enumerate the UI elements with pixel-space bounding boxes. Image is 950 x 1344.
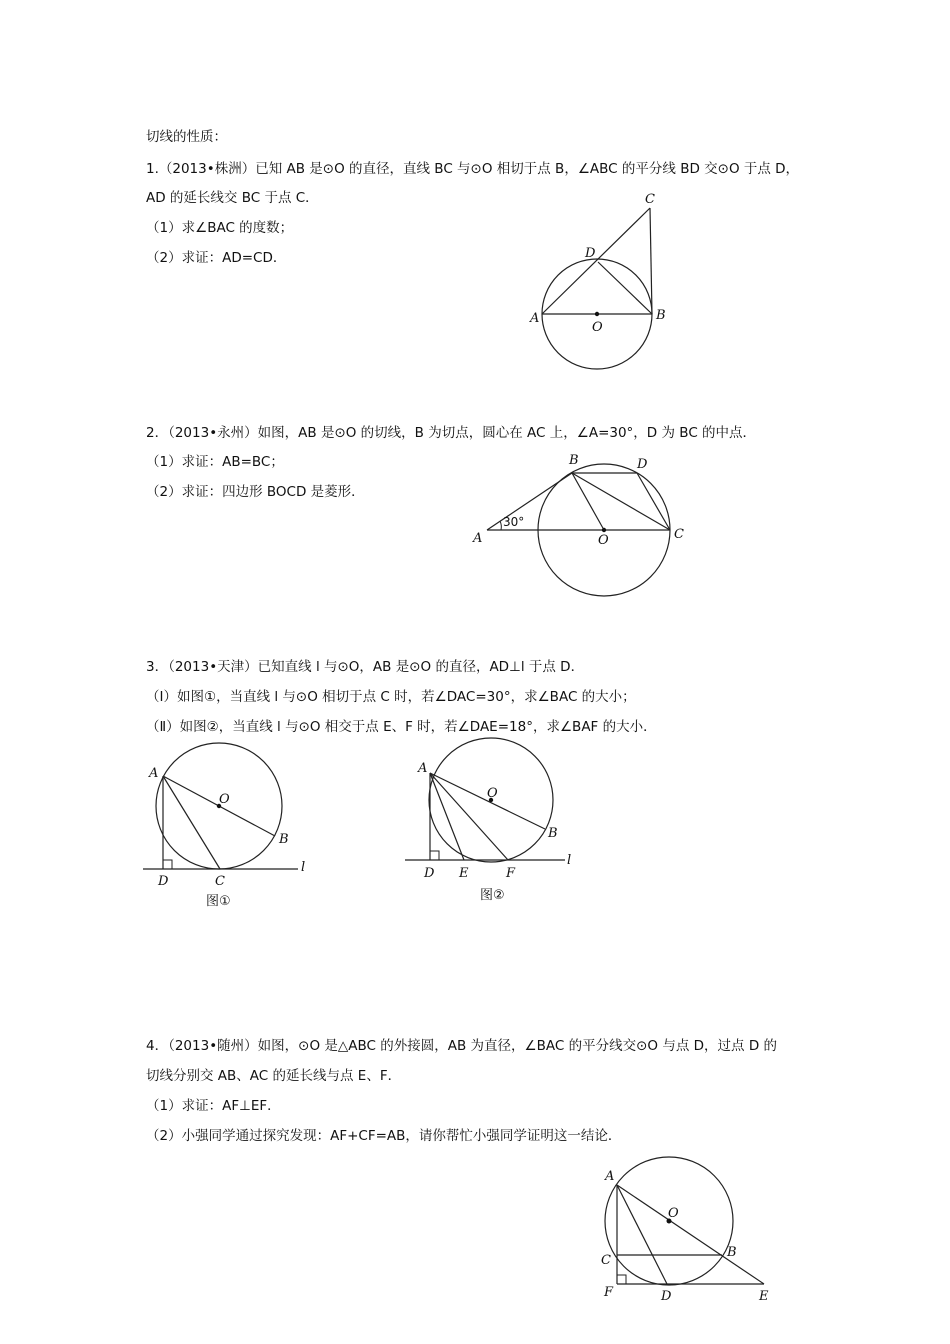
- fig4-label-f: F: [604, 1285, 614, 1300]
- fig4-label-a: A: [605, 1169, 615, 1184]
- section-title: 切线的性质：: [146, 129, 227, 145]
- problem-4-figure: [598, 1152, 778, 1307]
- problem-1-part-2: （2）求证：AD=CD．: [146, 250, 287, 266]
- problem-2-figure: [465, 448, 690, 598]
- fig3b-label-l: l: [567, 853, 572, 868]
- fig1-label-d: D: [585, 246, 596, 261]
- fig3a-label-c: C: [215, 874, 225, 889]
- fig3a-label-b: B: [279, 832, 289, 847]
- fig3b-label-b: B: [548, 826, 558, 841]
- fig1-label-o: O: [592, 320, 603, 335]
- problem-3-figure-2: [400, 732, 580, 882]
- fig1-label-c: C: [645, 192, 655, 207]
- fig3b-label-o: O: [487, 786, 498, 801]
- fig2-label-o: O: [598, 533, 609, 548]
- problem-4-line-2: 切线分别交 AB、AC 的延长线与点 E、F．: [146, 1068, 402, 1084]
- problem-2-part-1: （1）求证：AB=BC；: [146, 454, 284, 470]
- fig3a-label-o: O: [219, 792, 230, 807]
- problem-1-line-2: AD 的延长线交 BC 于点 C．: [146, 190, 319, 206]
- fig4-label-d: D: [661, 1289, 672, 1304]
- problem-3-figure-1-caption: 图①: [206, 894, 231, 909]
- fig3b-label-a: A: [418, 761, 428, 776]
- fig4-label-b: B: [727, 1245, 737, 1260]
- fig1-label-a: A: [530, 311, 540, 326]
- problem-3-line-1: 3．（2013•天津）已知直线 l 与⊙O，AB 是⊙O 的直径，AD⊥l 于点 D．: [146, 659, 585, 675]
- problem-4-part-1: （1）求证：AF⊥EF．: [146, 1098, 281, 1114]
- fig2-label-c: C: [674, 527, 684, 542]
- fig3a-label-d: D: [158, 874, 169, 889]
- fig3a-label-l: l: [301, 860, 306, 875]
- fig3a-label-a: A: [149, 766, 159, 781]
- problem-2-part-2: （2）求证：四边形 BOCD 是菱形．: [146, 484, 365, 500]
- fig4-label-e: E: [759, 1289, 769, 1304]
- problem-3-figure-2-caption: 图②: [480, 888, 505, 903]
- problem-1-part-1: （1）求∠BAC 的度数；: [146, 220, 294, 236]
- fig3b-label-f: F: [506, 866, 516, 881]
- fig2-angle-label: 30°: [503, 515, 525, 529]
- problem-3-part-1: （Ⅰ）如图①，当直线 l 与⊙O 相切于点 C 时，若∠DAC=30°，求∠BAC 的大小；: [146, 689, 636, 705]
- fig2-label-b: B: [569, 453, 579, 468]
- fig2-label-a: A: [473, 531, 483, 546]
- problem-1-figure: [520, 185, 680, 375]
- problem-4-part-2: （2）小强同学通过探究发现：AF+CF=AB，请你帮忙小强同学证明这一结论．: [146, 1128, 622, 1144]
- problem-3-part-2: （Ⅱ）如图②，当直线 l 与⊙O 相交于点 E、F 时，若∠DAE=18°，求∠BAF 的大小．: [146, 719, 657, 735]
- problem-3-figure-1: [140, 740, 315, 890]
- problem-4-line-1: 4．（2013•随州）如图，⊙O 是△ABC 的外接圆，AB 为直径，∠BAC 的平分线交⊙O 与点 D，过点 D 的: [146, 1038, 778, 1054]
- fig3b-label-e: E: [459, 866, 469, 881]
- fig4-label-o: O: [668, 1206, 679, 1221]
- fig1-label-b: B: [656, 308, 666, 323]
- fig4-label-c: C: [601, 1253, 611, 1268]
- problem-1-line-1: 1.（2013•株洲）已知 AB 是⊙O 的直径，直线 BC 与⊙O 相切于点 B，∠ABC 的平分线 BD 交⊙O 于点 D，: [146, 161, 800, 177]
- fig3b-label-d: D: [424, 866, 435, 881]
- fig2-label-d: D: [637, 457, 648, 472]
- problem-2-line-1: 2．（2013•永州）如图，AB 是⊙O 的切线，B 为切点，圆心在 AC 上，∠A=30°，D 为 BC 的中点．: [146, 425, 757, 441]
